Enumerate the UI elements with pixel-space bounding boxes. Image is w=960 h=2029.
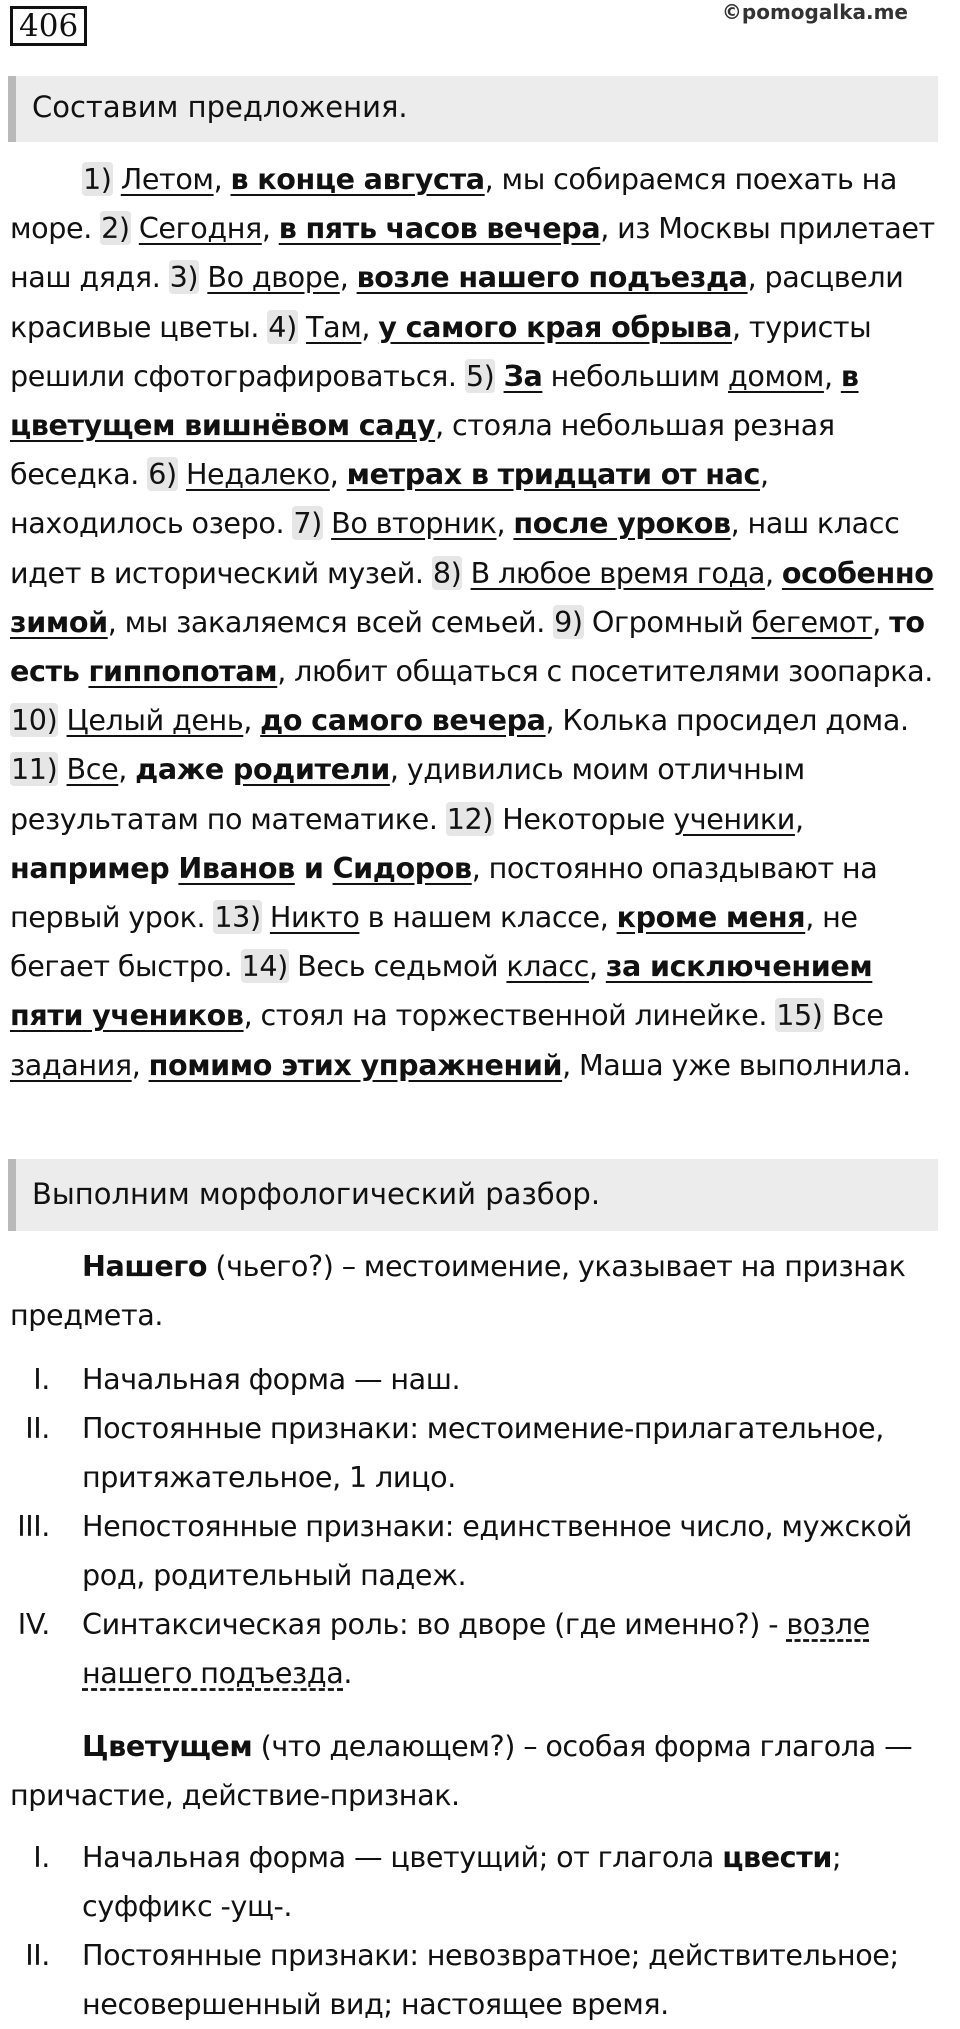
analysis-item [10,1502,944,1600]
section-header-analysis [8,1159,938,1231]
item-tail: . [343,1656,353,1690]
analysis-item [10,1600,944,1698]
sentence-text: , любит общаться с посетителями зоопарка. [277,654,933,689]
underlined-word: Во вторник [331,506,497,541]
sentence-number: 13) [214,900,261,935]
item-text: Постоянные признаки: местоимение-прилагательное, притяжательное, 1 лицо. [82,1411,884,1494]
sentence-number: 7) [293,506,322,541]
circumstance-phrase: кроме меня [616,900,806,935]
circumstance-phrase: например [10,850,179,885]
dashed-underlined-phrase: возле нашего подъезда [82,1607,870,1690]
circumstance-phrase: родители [232,752,390,787]
sentence-number: 6) [148,457,177,492]
sentence-number: 15) [776,998,823,1033]
sentence-number: 9) [554,604,583,639]
circumstance-phrase: Сидоров [332,850,472,885]
sentence-number: 4) [268,309,297,344]
underlined-word: бегемот [751,604,873,639]
item-text: Постоянные признаки: невозвратное; действительное; несовершенный вид; настоящее время. [82,1938,899,2021]
analysis-item [10,1404,944,1502]
sentence-text: , [496,506,514,541]
circumstance-phrase: Иванов [178,850,295,885]
bold-word: цвести [722,1840,833,1874]
sentence-text: , [261,211,279,246]
roman-numeral: II. [25,1938,50,1972]
sentence-text: Весь седьмой [297,949,507,984]
underlined-word: Целый день [66,703,244,738]
circumstance-phrase: за исключением пяти учеников [10,949,873,1033]
circumstance-phrase: в цветущем вишнёвом саду [10,358,859,443]
section-title: Выполним морфологический разбор. [32,1177,601,1211]
sentence-text: , мы собираемся поехать на море. [10,162,898,246]
sentence-number: 3) [169,260,199,295]
sentence-text: небольшим [542,358,729,393]
underlined-word: задания [10,1047,132,1082]
sentences-paragraph [10,155,944,1090]
sentence-text: , [131,1047,149,1082]
sentence-text: , [339,260,357,295]
section-title: Составим предложения. [32,90,408,124]
sentence-text: Все [831,998,884,1033]
sentence-text: , [765,555,782,590]
circumstance-phrase: у самого края обрыва [378,309,732,344]
sentence-text: , из Москвы прилетает наш дядя. [10,211,935,295]
sentence-number: 2) [101,211,130,246]
sentence-text: , туристы решили сфотографироваться. [10,309,872,393]
sentence [10,703,909,737]
underlined-word: Все [66,752,119,787]
sentence-number: 14) [241,949,288,984]
analysis-item [10,1355,944,1404]
circumstance-phrase: после уроков [513,506,731,541]
circumstance-phrase: даже [135,752,233,787]
analyzed-word: Нашего [82,1249,208,1283]
underlined-word: домом [728,358,824,393]
sentence-text: Огромный [591,604,752,639]
item-text: Начальная форма — цветущий; от глагола [82,1840,723,1874]
sentence-number: 11) [11,752,58,787]
sentence-text: , находилось озеро. [10,457,769,541]
underlined-word: Летом [120,162,214,196]
sentence-text: , удивились моим отличным результатам по математике. [10,752,805,836]
item-tail: ; суффикс -ущ-. [82,1840,842,1923]
sentence-number: 8) [432,555,462,590]
sentence-text: , Маша уже выполнила. [562,1047,911,1082]
sentence-text: , [361,309,379,344]
sentence-text: Некоторые [502,801,674,836]
sentence-text: , [794,801,804,836]
sentence-text: , Колька просидел дома. [545,703,909,738]
sentence-number: 12) [446,801,494,836]
analysis-item [10,1931,944,2029]
sentence-text: , [872,604,890,639]
sentence-text: , наш класс идет в исторический музей. [10,506,900,590]
underlined-word: Во дворе [207,260,340,295]
site-watermark: ©pomogalka.me [721,0,908,24]
underlined-word: В любое время года [470,555,766,590]
sentence-text: в нашем классе, [359,900,617,935]
word-definition [10,1722,944,1820]
analyzed-word: Цветущем [82,1729,253,1763]
circumstance-phrase: возле нашего подъезда [356,260,748,295]
circumstance-phrase: особенно зимой [10,555,934,639]
item-text: Начальная форма — наш. [82,1362,461,1396]
roman-numeral: I. [33,1362,50,1396]
underlined-word: Недалеко [185,457,330,492]
analysis-list [10,1833,944,2029]
sentence-text: , [329,457,347,492]
sentence-text: , стояла небольшая резная беседка. [10,408,835,492]
sentence-text: , стоял на торжественной линейке. [243,998,776,1033]
underlined-word: ученики [673,801,795,836]
sentence-text: , [823,358,841,393]
task-number: 406 [10,6,87,46]
word-description: (что делающем?) – особая форма глагола — причастие, действие-признак. [10,1729,913,1812]
sentence-text: , [243,703,261,738]
underlined-word: класс [506,949,589,984]
sentence-text: , постоянно опаздывают на первый урок. [10,850,878,935]
item-text: Синтаксическая роль: во дворе (где именно?) - [82,1607,787,1641]
roman-numeral: II. [25,1411,50,1445]
roman-numeral: I. [33,1840,50,1874]
roman-numeral: IV. [17,1607,50,1641]
word-definition [10,1242,944,1340]
sentence-number: 10) [11,703,58,738]
circumstance-phrase: в пять часов вечера [278,211,601,246]
circumstance-phrase: в конце августа [230,162,485,196]
item-text: Непостоянные признаки: единственное число, мужской род, родительный падеж. [82,1509,912,1592]
circumstance-phrase: до самого вечера [260,703,546,738]
sentence-text: , расцвели красивые цветы. [10,260,904,344]
word-description: (чьего?) – местоимение, указывает на признак предмета. [10,1249,906,1332]
sentence-text: , не бегает быстро. [10,900,858,984]
underlined-word: Там [306,309,362,344]
underlined-word: Сегодня [138,211,262,246]
sentence-number: 1) [83,162,112,196]
underlined-word: Никто [269,900,360,935]
circumstance-phrase: гиппопотам [88,654,278,689]
circumstance-phrase: то есть [10,604,925,689]
roman-numeral: III. [17,1509,50,1543]
sentence-number: 5) [465,358,495,393]
analysis-list [10,1355,944,1698]
section-header-compose [8,76,938,142]
sentence-text: , [118,752,136,787]
circumstance-phrase: За [503,358,543,393]
circumstance-phrase: метрах в тридцати от нас [346,457,761,492]
circumstance-phrase: помимо этих упражнений [148,1047,563,1082]
sentence-text: , [588,949,606,984]
sentence-text: , мы закаляемся всей семьей. [107,604,554,639]
analysis-item [10,1833,944,1931]
sentence-text: , [213,162,231,196]
circumstance-phrase: и [294,850,333,885]
